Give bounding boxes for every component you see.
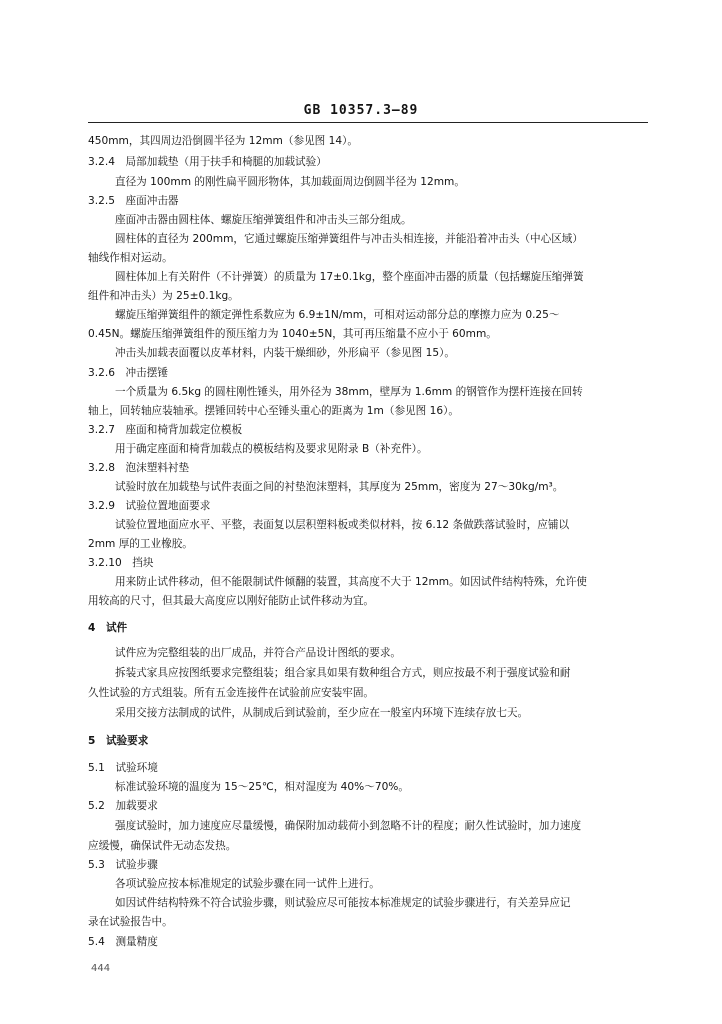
paragraph-line: 拆装式家具应按图纸要求完整组装；组合家具如果有数种组合方式，则应按最不利于强度试验和耐 [115,667,571,679]
paragraph-line: 冲击头加载表面覆以皮革材料，内装干燥细砂，外形扁平（参见图 15）。 [115,347,455,359]
paragraph-line: 螺旋压缩弹簧组件的额定弹性系数应为 6.9±1N/mm，可相对运动部分总的摩擦力应为 0.25～ [115,309,560,321]
section-heading: 3.2.5 座面冲击器 [88,195,179,207]
paragraph-line: 应缓慢，确保试件无动态发热。 [88,840,237,852]
paragraph-line: 用于确定座面和椅背加载点的模板结构及要求见附录 B（补充件）。 [115,443,428,455]
paragraph-line: 采用交接方法制成的试件，从制成后到试验前，至少应在一般室内环境下连续存放七天。 [115,707,529,719]
paragraph-line: 直径为 100mm 的刚性扁平圆形物体，其加载面周边倒圆半径为 12mm。 [115,176,465,188]
paragraph-line: 450mm，其四周边沿倒圆半径为 12mm（参见图 14）。 [88,135,358,147]
chapter-heading: 5 试验要求 [88,735,149,747]
paragraph-line: 圆柱体加上有关附件（不计弹簧）的质量为 17±0.1kg，整个座面冲击器的质量（包括螺旋压缩弹簧 [115,271,584,283]
header-rule [88,122,648,123]
page-number: 444 [91,963,111,974]
paragraph-line: 久性试验的方式组装。所有五金连接件在试验前应安装牢固。 [88,687,375,699]
section-heading: 5.1 试验环境 [88,762,158,774]
paragraph-line: 用较高的尺寸，但其最大高度应以刚好能防止试件移动为宜。 [88,595,375,607]
paragraph-line: 各项试验应按本标准规定的试验步骤在同一试件上进行。 [115,878,380,890]
section-heading: 3.2.4 局部加载垫（用于扶手和椅腿的加载试验） [88,156,327,168]
section-heading: 3.2.10 挡块 [88,557,154,569]
section-heading: 3.2.8 泡沫塑料衬垫 [88,462,190,474]
section-heading: 5.3 试验步骤 [88,859,158,871]
paragraph-line: 一个质量为 6.5kg 的圆柱刚性锤头，用外径为 38mm，壁厚为 1.6mm 的钢管作为摆杆连接在回转 [115,386,583,398]
standard-code-header: GB 10357.3—89 [303,103,419,118]
paragraph-line: 轴上，回转轴应装轴承。摆锤回转中心至锤头重心的距离为 1m（参见图 16）。 [88,405,459,417]
paragraph-line: 圆柱体的直径为 200mm，它通过螺旋压缩弹簧组件与冲击头相连接，并能沿着冲击头（中心区域） [115,233,583,245]
paragraph-line: 轴线作相对运动。 [88,252,173,264]
section-heading: 3.2.9 试验位置地面要求 [88,500,211,512]
chapter-heading: 4 试件 [88,622,128,634]
paragraph-line: 试验时放在加载垫与试件表面之间的衬垫泡沫塑料，其厚度为 25mm，密度为 27～30kg/m³。 [115,481,564,493]
section-heading: 5.2 加载要求 [88,800,158,812]
paragraph-line: 试验位置地面应水平、平整，表面复以层积塑料板或类似材料，按 6.12 条做跌落试验时，应铺以 [115,519,570,531]
paragraph-line: 如因试件结构特殊不符合试验步骤，则试验应尽可能按本标准规定的试验步骤进行，有关差异应记 [115,897,571,909]
section-heading: 5.4 测量精度 [88,936,158,948]
paragraph-line: 录在试验报告中。 [88,916,173,928]
paragraph-line: 组件和冲击头）为 25±0.1kg。 [88,290,239,302]
section-heading: 3.2.6 冲击摆锤 [88,367,168,379]
paragraph-line: 2mm 厚的工业橡胶。 [88,538,193,550]
paragraph-line: 座面冲击器由圆柱体、螺旋压缩弹簧组件和冲击头三部分组成。 [115,214,412,226]
paragraph-line: 用来防止试件移动，但不能限制试件倾翻的装置，其高度不大于 12mm。如因试件结构特殊，允许使 [115,576,587,588]
paragraph-line: 0.45N。螺旋压缩弹簧组件的预压缩力为 1040±5N，其可再压缩量不应小于 60mm。 [88,328,497,340]
paragraph-line: 标准试验环境的温度为 15～25℃，相对湿度为 40%～70%。 [115,781,409,793]
paragraph-line: 强度试验时，加力速度应尽量缓慢，确保附加动载荷小到忽略不计的程度；耐久性试验时，加力速度 [115,820,582,832]
paragraph-line: 试件应为完整组装的出厂成品，并符合产品设计图纸的要求。 [115,647,402,659]
section-heading: 3.2.7 座面和椅背加载定位模板 [88,424,243,436]
